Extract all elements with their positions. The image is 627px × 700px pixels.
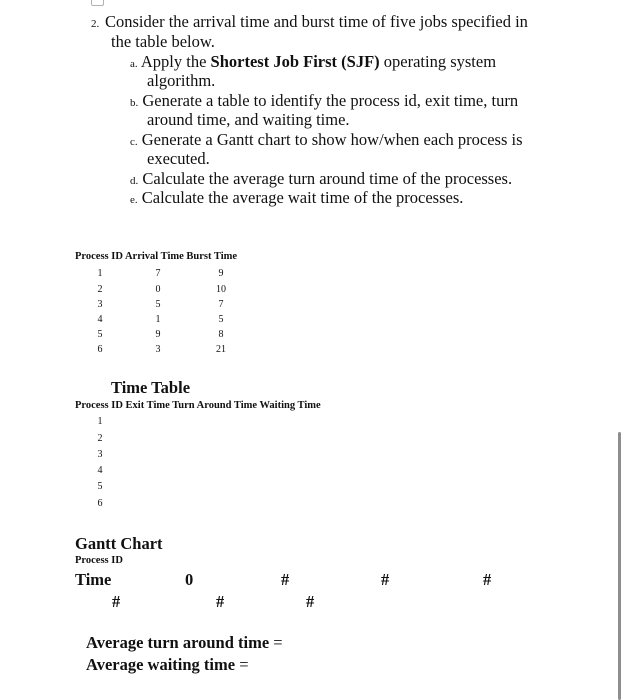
equals-sign: = (239, 655, 249, 674)
item-text: Generate a table to identify the process id, exit time, turn (142, 91, 519, 110)
time-table-header (75, 400, 321, 411)
item-text: Calculate the average turn around time of the processes. (142, 169, 513, 188)
scrollbar[interactable] (618, 432, 621, 700)
table-cell: 5 (218, 314, 224, 325)
question-line-2: the table below. (111, 32, 215, 51)
time-table-id: 4 (97, 465, 103, 476)
gantt-time-mark: 0 (185, 570, 194, 589)
table-cell: 0 (155, 284, 161, 295)
average-waiting (86, 655, 249, 675)
item-text: Generate a Gantt chart to show how/when each process is (141, 130, 523, 149)
gantt-time-label: Time (75, 570, 112, 589)
table-cell: 21 (216, 344, 226, 355)
header-process-id: Process ID (75, 251, 123, 262)
question-line-1: Consider the arrival time and burst time of five jobs specified in (105, 12, 528, 31)
table-cell: 4 (97, 314, 103, 325)
header-burst-time: Burst Time (186, 251, 238, 262)
header-exit-time: Exit Time (125, 400, 170, 411)
average-turnaround-label: Average turn around time (86, 633, 270, 652)
gantt-process-mark: # (216, 592, 225, 611)
gantt-time-mark: # (281, 570, 290, 589)
table-cell: 1 (155, 314, 161, 325)
item-e (130, 188, 463, 210)
item-c-cont: executed. (147, 149, 210, 168)
header-arrival-time: Arrival Time (124, 251, 184, 262)
time-table-title: Time Table (111, 378, 191, 397)
item-letter: d. (130, 175, 139, 187)
item-b-cont: around time, and waiting time. (147, 110, 350, 129)
time-table-id: 1 (97, 416, 103, 427)
time-table-id: 2 (97, 433, 103, 444)
table-cell: 10 (216, 284, 226, 295)
gantt-time-mark: # (483, 570, 492, 589)
checkbox[interactable] (91, 0, 104, 6)
time-table-id: 3 (97, 449, 103, 460)
table-cell: 1 (97, 268, 103, 279)
table-cell: 3 (97, 299, 103, 310)
gantt-chart-title: Gantt Chart (75, 534, 163, 553)
item-letter: e. (130, 194, 138, 206)
item-text: operating system (379, 52, 497, 71)
gantt-process-mark: # (306, 592, 315, 611)
table-cell: 7 (218, 299, 224, 310)
gantt-process-mark: # (112, 592, 121, 611)
item-letter: b. (130, 97, 139, 109)
table-cell: 6 (97, 344, 103, 355)
table-cell: 5 (155, 299, 161, 310)
item-text: Apply the (140, 52, 211, 71)
time-table-id: 5 (97, 481, 103, 492)
header-process-id: Process ID (75, 400, 123, 411)
time-table-id: 6 (97, 498, 103, 509)
gantt-time-mark: # (381, 570, 390, 589)
table-cell: 9 (155, 329, 161, 340)
table-cell: 7 (155, 268, 161, 279)
item-letter: a. (130, 58, 138, 70)
table-cell: 8 (218, 329, 224, 340)
item-letter: c. (130, 136, 138, 148)
process-table-header (75, 251, 237, 262)
item-bold-text: Shortest Job First (SJF) (210, 52, 380, 71)
header-turnaround-time: Turn Around Time (172, 400, 258, 411)
item-a-cont: algorithm. (147, 71, 216, 90)
header-waiting-time: Waiting Time (259, 400, 321, 411)
average-turnaround (86, 633, 283, 653)
question-number: 2. (91, 18, 100, 30)
gantt-process-id-label: Process ID (75, 555, 123, 566)
table-cell: 2 (97, 284, 103, 295)
table-cell: 3 (155, 344, 161, 355)
item-text: Calculate the average wait time of the processes. (141, 188, 464, 207)
table-cell: 9 (218, 268, 224, 279)
equals-sign: = (273, 633, 283, 652)
table-cell: 5 (97, 329, 103, 340)
average-waiting-label: Average waiting time (86, 655, 236, 674)
